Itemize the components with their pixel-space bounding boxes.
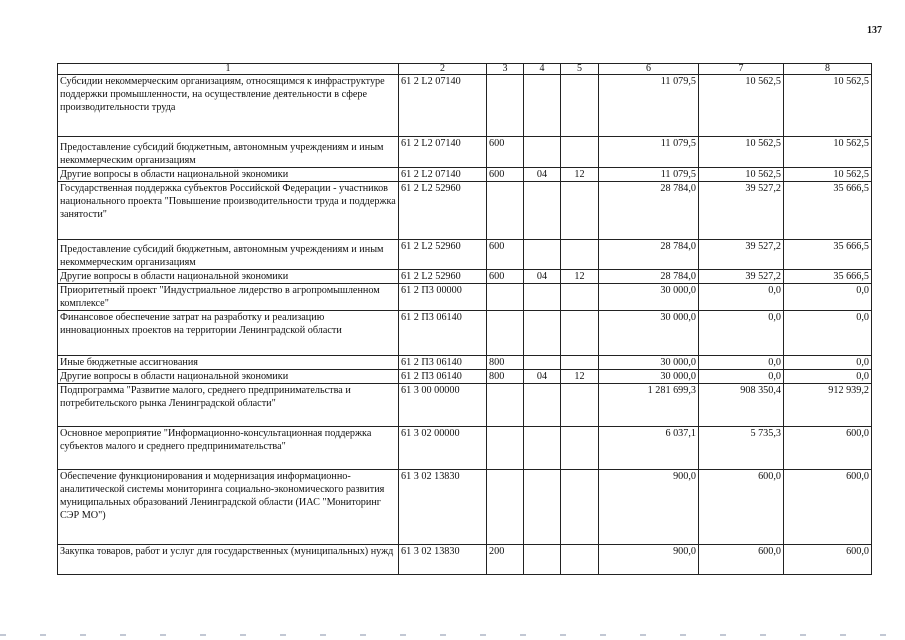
row-name: Субсидии некоммерческим организациям, относящимся к инфраструктуре поддержки промышленности, на осуществление деятельности в сфере производительности труда (58, 75, 399, 137)
row-rz (524, 311, 561, 356)
row-value-7: 10 562,5 (699, 137, 784, 168)
row-value-7: 0,0 (699, 284, 784, 311)
header-cell: 5 (561, 64, 599, 75)
row-value-6: 1 281 699,3 (599, 384, 699, 427)
row-pr (561, 545, 599, 575)
row-vr (487, 384, 524, 427)
row-value-7: 0,0 (699, 311, 784, 356)
row-pr (561, 240, 599, 270)
row-pr (561, 470, 599, 545)
row-code: 61 2 П3 00000 (399, 284, 487, 311)
table-row (58, 356, 872, 370)
row-code: 61 2 L2 07140 (399, 137, 487, 168)
table-row (58, 284, 872, 311)
row-value-6: 30 000,0 (599, 370, 699, 384)
row-code: 61 2 П3 06140 (399, 356, 487, 370)
table-row (58, 370, 872, 384)
row-value-8: 10 562,5 (784, 137, 872, 168)
row-code: 61 2 L2 52960 (399, 182, 487, 240)
row-rz (524, 75, 561, 137)
row-rz (524, 182, 561, 240)
table-row (58, 311, 872, 356)
table-row (58, 168, 872, 182)
row-value-6: 30 000,0 (599, 356, 699, 370)
row-rz (524, 240, 561, 270)
row-value-6: 28 784,0 (599, 270, 699, 284)
row-pr: 12 (561, 270, 599, 284)
page-number: 137 (867, 25, 882, 36)
row-code: 61 2 L2 07140 (399, 75, 487, 137)
row-value-6: 30 000,0 (599, 311, 699, 356)
row-value-8: 0,0 (784, 356, 872, 370)
row-value-8: 0,0 (784, 311, 872, 356)
row-value-6: 6 037,1 (599, 427, 699, 470)
row-vr: 600 (487, 270, 524, 284)
row-code: 61 2 L2 52960 (399, 270, 487, 284)
row-code: 61 2 П3 06140 (399, 311, 487, 356)
row-code: 61 3 02 13830 (399, 470, 487, 545)
header-cell: 2 (399, 64, 487, 75)
row-rz (524, 427, 561, 470)
row-pr (561, 427, 599, 470)
row-rz (524, 356, 561, 370)
row-value-8: 600,0 (784, 427, 872, 470)
row-rz (524, 384, 561, 427)
row-code: 61 3 02 00000 (399, 427, 487, 470)
row-value-8: 10 562,5 (784, 75, 872, 137)
row-rz: 04 (524, 370, 561, 384)
table-row (58, 240, 872, 270)
row-value-8: 35 666,5 (784, 182, 872, 240)
header-cell: 6 (599, 64, 699, 75)
row-value-6: 30 000,0 (599, 284, 699, 311)
row-pr (561, 75, 599, 137)
row-code: 61 2 П3 06140 (399, 370, 487, 384)
row-value-6: 11 079,5 (599, 137, 699, 168)
row-value-7: 0,0 (699, 370, 784, 384)
row-name: Другие вопросы в области национальной экономики (58, 270, 399, 284)
row-value-8: 912 939,2 (784, 384, 872, 427)
row-value-8: 35 666,5 (784, 240, 872, 270)
row-value-6: 900,0 (599, 470, 699, 545)
row-vr (487, 427, 524, 470)
header-cell: 3 (487, 64, 524, 75)
row-code: 61 3 00 00000 (399, 384, 487, 427)
row-pr (561, 137, 599, 168)
row-value-8: 10 562,5 (784, 168, 872, 182)
table-row (58, 182, 872, 240)
row-name: Приоритетный проект "Индустриальное лидерство в агропромышленном комплексе" (58, 284, 399, 311)
row-pr (561, 384, 599, 427)
row-pr (561, 311, 599, 356)
row-vr (487, 284, 524, 311)
row-vr: 800 (487, 370, 524, 384)
row-vr: 200 (487, 545, 524, 575)
row-name: Закупка товаров, работ и услуг для государственных (муниципальных) нужд (58, 545, 399, 575)
row-name: Подпрограмма "Развитие малого, среднего предпринимательства и потребительского рынка Ленинградской области" (58, 384, 399, 427)
row-rz: 04 (524, 270, 561, 284)
row-rz (524, 284, 561, 311)
row-value-7: 39 527,2 (699, 270, 784, 284)
scan-edge-divider (0, 634, 905, 636)
row-value-7: 600,0 (699, 470, 784, 545)
row-value-7: 0,0 (699, 356, 784, 370)
row-code: 61 3 02 13830 (399, 545, 487, 575)
row-name: Государственная поддержка субъектов Российской Федерации - участников национального проекта "Повышение производительности труда и поддержка занятости" (58, 182, 399, 240)
row-vr (487, 182, 524, 240)
row-name: Предоставление субсидий бюджетным, автономным учреждениям и иным некоммерческим организациям (58, 137, 399, 168)
row-value-8: 600,0 (784, 470, 872, 545)
row-value-6: 28 784,0 (599, 182, 699, 240)
row-vr (487, 311, 524, 356)
row-name: Финансовое обеспечение затрат на разработку и реализацию инновационных проектов на территории Ленинградской области (58, 311, 399, 356)
row-vr: 600 (487, 137, 524, 168)
row-name: Обеспечение функционирования и модернизация информационно-аналитической системы мониторинга социально-экономического развития муниципальных образований Ленинградской области (ИАС "Мониторинг СЭР МО") (58, 470, 399, 545)
row-name: Предоставление субсидий бюджетным, автономным учреждениям и иным некоммерческим организациям (58, 240, 399, 270)
row-value-8: 35 666,5 (784, 270, 872, 284)
row-value-6: 28 784,0 (599, 240, 699, 270)
row-name: Другие вопросы в области национальной экономики (58, 168, 399, 182)
header-cell: 7 (699, 64, 784, 75)
row-pr (561, 182, 599, 240)
row-vr: 800 (487, 356, 524, 370)
table-row (58, 545, 872, 575)
row-rz (524, 545, 561, 575)
row-value-7: 5 735,3 (699, 427, 784, 470)
row-value-8: 0,0 (784, 284, 872, 311)
row-vr: 600 (487, 240, 524, 270)
row-name: Другие вопросы в области национальной экономики (58, 370, 399, 384)
table-row (58, 75, 872, 137)
row-code: 61 2 L2 07140 (399, 168, 487, 182)
row-vr (487, 75, 524, 137)
row-name: Иные бюджетные ассигнования (58, 356, 399, 370)
row-rz: 04 (524, 168, 561, 182)
row-rz (524, 470, 561, 545)
row-value-7: 39 527,2 (699, 240, 784, 270)
row-pr: 12 (561, 168, 599, 182)
table-row (58, 427, 872, 470)
header-cell: 1 (58, 64, 399, 75)
row-value-6: 11 079,5 (599, 75, 699, 137)
row-value-7: 39 527,2 (699, 182, 784, 240)
header-cell: 4 (524, 64, 561, 75)
row-value-7: 908 350,4 (699, 384, 784, 427)
row-pr (561, 356, 599, 370)
row-value-7: 10 562,5 (699, 168, 784, 182)
row-pr (561, 284, 599, 311)
table-row (58, 384, 872, 427)
row-value-6: 900,0 (599, 545, 699, 575)
table-row (58, 270, 872, 284)
header-cell: 8 (784, 64, 872, 75)
table-row (58, 470, 872, 545)
row-value-7: 10 562,5 (699, 75, 784, 137)
row-vr: 600 (487, 168, 524, 182)
table-row (58, 137, 872, 168)
row-value-8: 600,0 (784, 545, 872, 575)
row-value-8: 0,0 (784, 370, 872, 384)
header-row (58, 64, 872, 75)
row-value-7: 600,0 (699, 545, 784, 575)
row-pr: 12 (561, 370, 599, 384)
row-value-6: 11 079,5 (599, 168, 699, 182)
budget-table (57, 63, 872, 575)
row-code: 61 2 L2 52960 (399, 240, 487, 270)
row-name: Основное мероприятие "Информационно-консультационная поддержка субъектов малого и среднего предпринимательства" (58, 427, 399, 470)
row-rz (524, 137, 561, 168)
row-vr (487, 470, 524, 545)
